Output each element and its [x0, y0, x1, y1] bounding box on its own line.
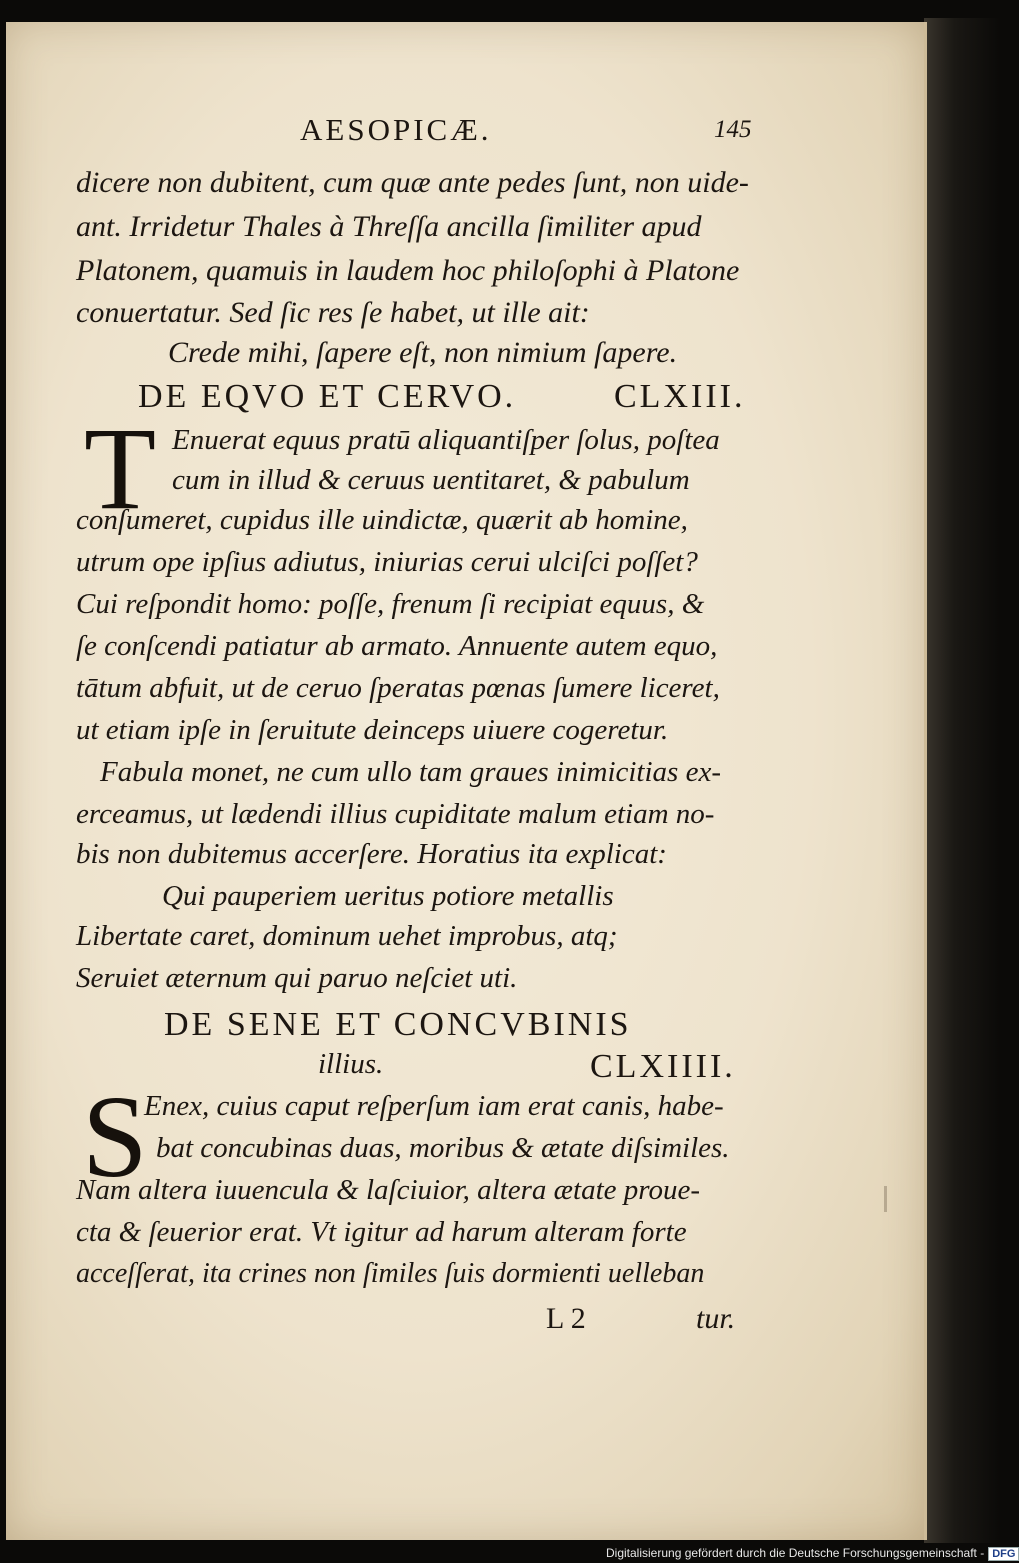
fable-number: CLXIIII. [590, 1048, 736, 1085]
text-line: dicere non dubitent, cum quæ ante pedes ſunt, non uide- [76, 166, 749, 199]
fable-title: DE EQVO ET CERVO. [138, 378, 517, 415]
text-line: conuertatur. Sed ſic res ſe habet, ut ille ait: [76, 296, 590, 329]
text-line: conſumeret, cupidus ille uindictæ, quærit ab homine, [76, 504, 688, 536]
dfg-logo: DFG [988, 1547, 1019, 1561]
moral-line: Fabula monet, ne cum ullo tam graues inimicitias ex- [100, 756, 721, 788]
text-line: ut etiam ipſe in ſeruitute deinceps uiuere cogeretur. [76, 714, 669, 746]
drop-capital: S [82, 1071, 148, 1202]
verse-line: Libertate caret, dominum uehet improbus, atq; [76, 920, 618, 952]
moral-line: bis non dubitemus accerſere. Horatius ita explicat: [76, 838, 667, 870]
fable-number: CLXIII. [614, 378, 746, 415]
verse-line: Crede mihi, ſapere eſt, non nimium ſapere. [168, 336, 678, 369]
text-line: tātum abfuit, ut de ceruo ſperatas pœnas ſumere liceret, [76, 672, 720, 704]
verse-line: Seruiet æternum qui paruo neſciet uti. [76, 962, 518, 994]
fable-title-continued: illius. [318, 1048, 384, 1080]
text-line: bat concubinas duas, moribus & ætate diſsimiles. [156, 1132, 730, 1164]
drop-capital: T [84, 403, 157, 534]
page-number: 145 [714, 116, 752, 143]
text-line: Nam altera iuuencula & laſciuior, altera ætate proue- [76, 1174, 700, 1206]
running-title: AESOPICÆ. [300, 112, 492, 147]
text-line: Enex, cuius caput reſperſum iam erat canis, habe- [144, 1090, 724, 1122]
text-line: Enuerat equus pratū aliquantiſper ſolus, poſtea [172, 424, 720, 456]
text-line: ant. Irridetur Thales à Threſſa ancilla ſimiliter apud [76, 210, 702, 243]
catchword: tur. [696, 1302, 736, 1335]
text-line: ſe conſcendi patiatur ab armato. Annuente autem equo, [76, 630, 718, 662]
text-line: Cui reſpondit homo: poſſe, frenum ſi recipiat equus, & [76, 588, 705, 620]
moral-line: erceamus, ut lædendi illius cupiditate malum etiam no- [76, 798, 715, 830]
signature-mark: L 2 [546, 1302, 586, 1335]
digitization-credit [606, 1546, 1019, 1561]
text-line: acceſſerat, ita crines non ſimiles ſuis dormienti uelleban [76, 1258, 705, 1289]
text-line: Platonem, quamuis in laudem hoc philoſophi à Platone [76, 254, 740, 287]
text-line: utrum ope ipſius adiutus, iniurias cerui ulciſci poſſet? [76, 546, 698, 578]
text-line: cta & ſeuerior erat. Vt igitur ad harum alteram forte [76, 1216, 687, 1248]
credit-text: Digitalisierung gefördert durch die Deutsche Forschungsgemeinschaft - [606, 1546, 985, 1560]
fable-title: DE SENE ET CONCVBINIS [164, 1006, 632, 1043]
paper-blemish [884, 1186, 887, 1212]
verse-line: Qui pauperiem ueritus potiore metallis [162, 880, 614, 912]
text-line: cum in illud & ceruus uentitaret, & pabulum [172, 464, 690, 496]
book-spine-shadow [924, 18, 1000, 1543]
